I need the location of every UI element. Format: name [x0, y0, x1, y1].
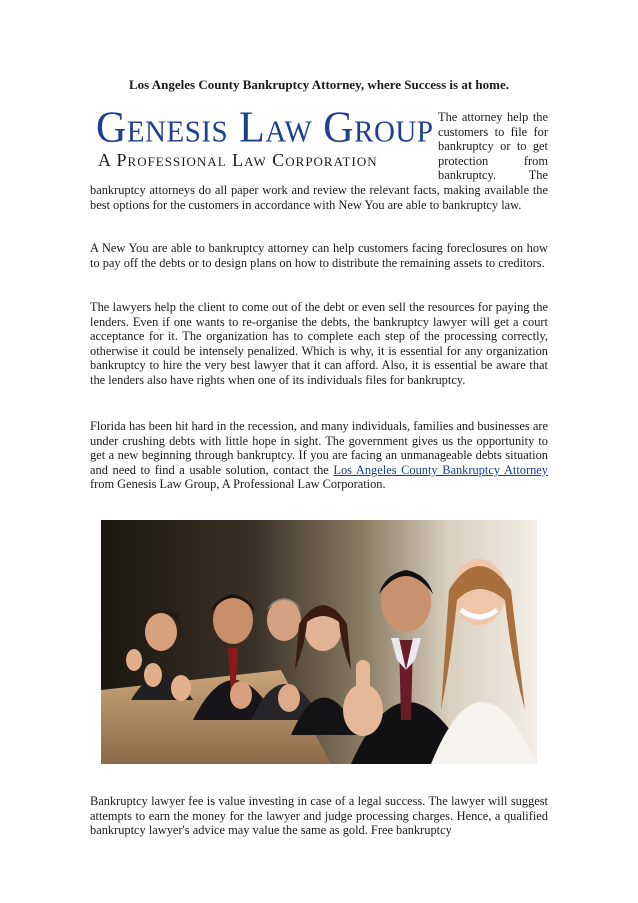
paragraph-3: The lawyers help the client to come out of the debt or even sell the resources for paying the lenders. Even if one wants to re-organise the debts, the bankruptcy lawyer will get a court acceptance for it. The organization has to complete each step of the processing correctly, otherwise it could be intensely penalized. Which is why, it is essential for any organization bankruptcy to hire the very best lawyer that it can afford. Also, it is essential be aware that the lenders also have rights when one of its individuals files for bankruptcy. — [90, 300, 548, 387]
paragraph-4-text-before: Florida has been hit hard in the recession, and many individuals, families and businesses are under crushing debts with little hope in sight. The government gives us the opportunity to get a new beginning through bankruptcy. If you are facing an unmanageable debts situation and need to find a usable solution, contact the — [90, 419, 548, 477]
paragraph-1: bankruptcy attorneys do all paper work and review the relevant facts, making available the best options for the customers in accordance with New You are able to bankruptcy law. — [90, 183, 548, 212]
document-title: Los Angeles County Bankruptcy Attorney, where Success is at home. — [128, 77, 510, 92]
logo-tagline: A Professional Law Corporation — [98, 150, 378, 170]
genesis-law-group-logo — [96, 103, 434, 170]
paragraph-5: Bankruptcy lawyer fee is value investing in case of a legal success. The lawyer will suggest attempts to earn the money for the lawyer and judge processing charges. Hence, a qualified bankruptcy lawyer's advice may value the same as gold. Free bankruptcy — [90, 794, 548, 838]
paragraph-4-text-after: from Genesis Law Group, A Professional Law Corporation. — [90, 477, 386, 492]
intro-side-text: The attorney help the customers to file for bankruptcy or to get protection from bankruptcy. The — [438, 110, 548, 183]
attorney-link[interactable]: Los Angeles County Bankruptcy Attorney — [333, 462, 548, 477]
paragraph-4 — [90, 419, 548, 492]
team-thumbs-up-photo — [101, 520, 537, 764]
logo-wordmark: Genesis Law Group — [96, 103, 434, 153]
paragraph-2: A New You are able to bankruptcy attorney can help customers facing foreclosures on how to pay off the debts or to design plans on how to distribute the remaining assets to creditors. — [90, 241, 548, 270]
